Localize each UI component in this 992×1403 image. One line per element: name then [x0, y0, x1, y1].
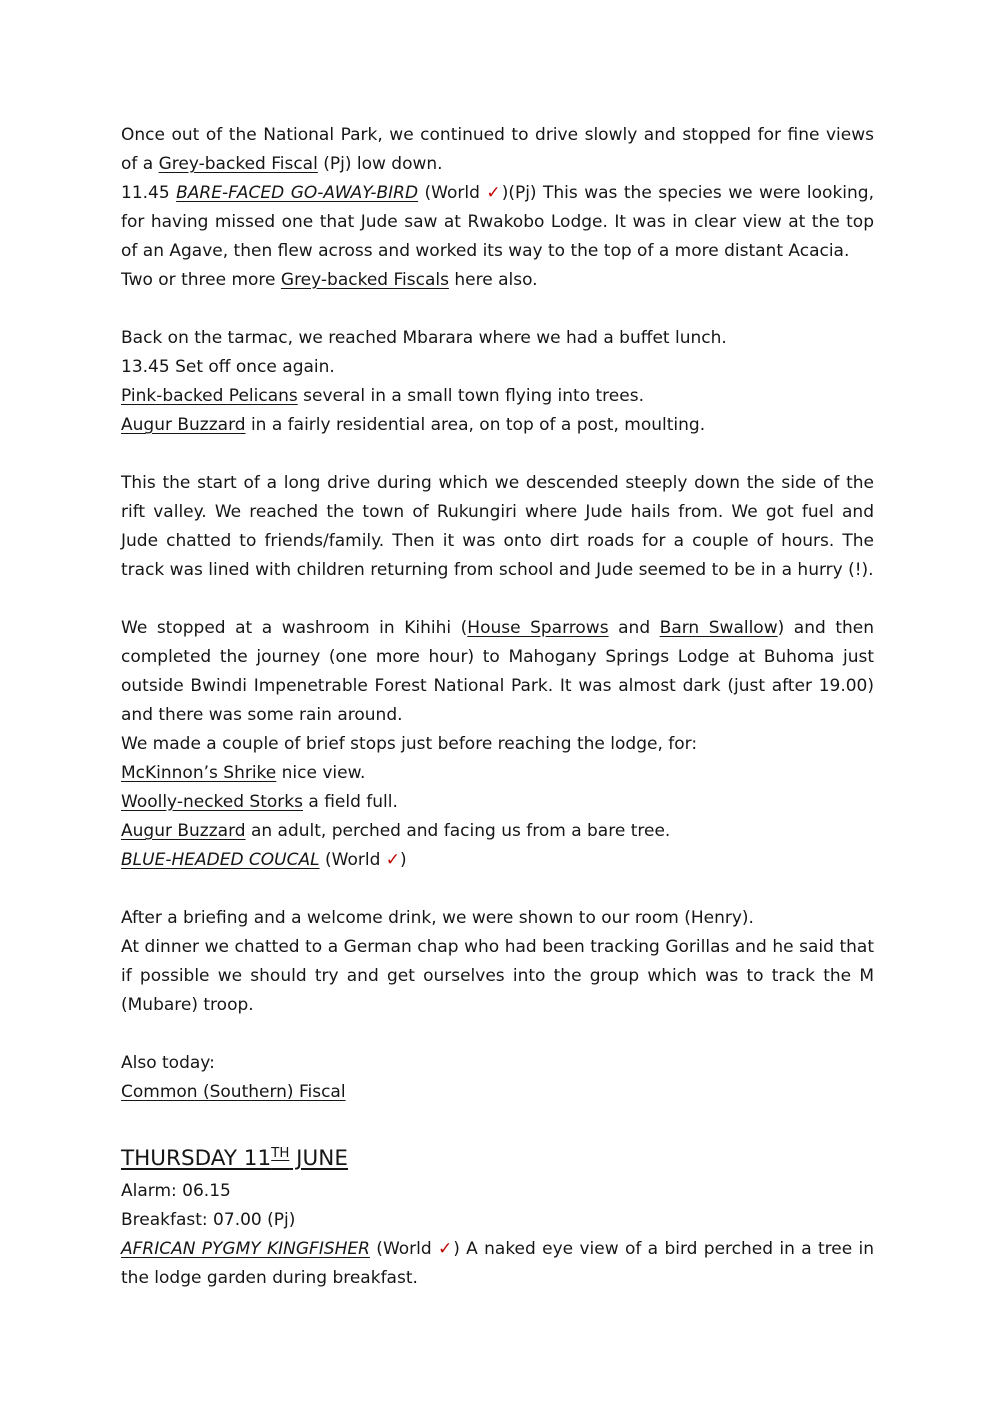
text-segment: several in a small town flying into trees.	[297, 386, 644, 406]
paragraph	[121, 904, 874, 933]
text-segment: THURSDAY 11	[121, 1146, 272, 1172]
text-segment: 13.45 Set off once again.	[121, 357, 335, 377]
text-segment: a field full.	[302, 792, 398, 812]
text-segment: Barn Swallow	[659, 618, 778, 638]
paragraph	[121, 788, 874, 817]
paragraph	[121, 1049, 874, 1078]
text-segment: nice view.	[276, 763, 366, 783]
text-segment: in a fairly residential area, on top of a post, moulting.	[245, 415, 706, 435]
text-segment: )(Pj) This was the species we were looking, for having missed one that Jude saw at Rwakobo Lodge. It was in clear view at the top of an Agave, then flew across and worked its way to the top of a more distant Acacia.	[121, 183, 880, 261]
text-segment: Woolly-necked Storks	[121, 792, 303, 812]
paragraph	[121, 1177, 874, 1206]
paragraph	[121, 353, 874, 382]
text-segment: Breakfast: 07.00 (Pj)	[121, 1210, 296, 1231]
text-segment: ) A naked eye view of a bird perched in a tree in the lodge garden during breakfast.	[121, 1239, 880, 1289]
paragraph	[121, 469, 880, 585]
text-segment: Two or three more	[121, 270, 281, 290]
text-segment: Once out of the National Park, we continued to drive slowly and stopped for fine views of a	[121, 125, 880, 174]
text-segment: (World	[418, 183, 487, 203]
paragraph	[121, 759, 874, 788]
text-segment: At dinner we chatted to a German chap who had been tracking Gorillas and he said that if possible we should try and get ourselves into the group which was to track the M (Mubare) troop.	[121, 937, 880, 1015]
paragraph	[121, 266, 874, 295]
text-segment: We made a couple of brief stops just before reaching the lodge, for:	[121, 734, 698, 754]
text-segment: Pink-backed Pelicans	[121, 386, 298, 406]
text-segment: Grey-backed Fiscals	[280, 270, 449, 290]
text-segment: AFRICAN PYGMY KINGFISHER	[121, 1239, 370, 1260]
paragraph	[121, 614, 880, 730]
text-segment: (Pj) low down.	[317, 154, 443, 174]
paragraph	[121, 382, 874, 411]
paragraph	[121, 1235, 880, 1293]
text-segment: here also.	[448, 270, 538, 290]
paragraph	[121, 1206, 874, 1235]
paragraph	[121, 1078, 874, 1107]
text-segment: McKinnon’s Shrike	[121, 763, 277, 783]
text-segment: (World	[319, 850, 386, 870]
text-segment: Also today:	[121, 1053, 215, 1073]
paragraph	[121, 121, 880, 179]
red-checkmark-icon: ✓	[438, 1239, 454, 1260]
paragraph	[121, 324, 874, 353]
text-segment: House Sparrows	[467, 618, 609, 638]
text-segment: ) and then completed the journey (one more hour) to Mahogany Springs Lodge at Buhoma just outside Bwindi Impenetrable Forest National Park. It was almost dark (just after 19.00) and there was some rain around.	[121, 618, 880, 725]
section-heading	[121, 1136, 874, 1177]
text-segment: Alarm: 06.15	[121, 1181, 231, 1202]
paragraph	[121, 179, 880, 266]
text-segment: BLUE-HEADED COUCAL	[121, 850, 320, 870]
text-segment: and	[608, 618, 660, 638]
red-checkmark-icon: ✓	[486, 183, 502, 203]
paragraph	[121, 846, 874, 875]
paragraph	[121, 411, 874, 440]
text-segment: TH	[271, 1146, 290, 1161]
text-segment: )	[400, 850, 407, 870]
text-segment: (World	[369, 1239, 438, 1260]
text-segment: 11.45	[121, 183, 177, 203]
paragraph	[121, 817, 874, 846]
text-segment: Grey-backed Fiscal	[158, 154, 318, 174]
text-segment: an adult, perched and facing us from a bare tree.	[245, 821, 671, 841]
document-content	[121, 121, 880, 1293]
text-segment: We stopped at a washroom in Kihihi (	[121, 618, 468, 638]
text-segment: After a briefing and a welcome drink, we were shown to our room (Henry).	[121, 908, 754, 928]
paragraph	[121, 730, 874, 759]
text-segment: Augur Buzzard	[121, 821, 246, 841]
text-segment: Common (Southern) Fiscal	[121, 1082, 346, 1102]
text-segment: Augur Buzzard	[121, 415, 246, 435]
red-checkmark-icon: ✓	[385, 850, 401, 870]
text-segment: Back on the tarmac, we reached Mbarara where we had a buffet lunch.	[121, 328, 727, 348]
text-segment: BARE-FACED GO-AWAY-BIRD	[176, 183, 419, 203]
text-segment: JUNE	[289, 1146, 348, 1172]
paragraph	[121, 933, 880, 1020]
text-segment: This the start of a long drive during which we descended steeply down the side of the rift valley. We reached the town of Rukungiri where Jude hails from. We got fuel and Jude chatted to friends/family. Then it was onto dirt roads for a couple of hours. The track was lined with children returning from school and Jude seemed to be in a hurry (!).	[121, 473, 880, 580]
